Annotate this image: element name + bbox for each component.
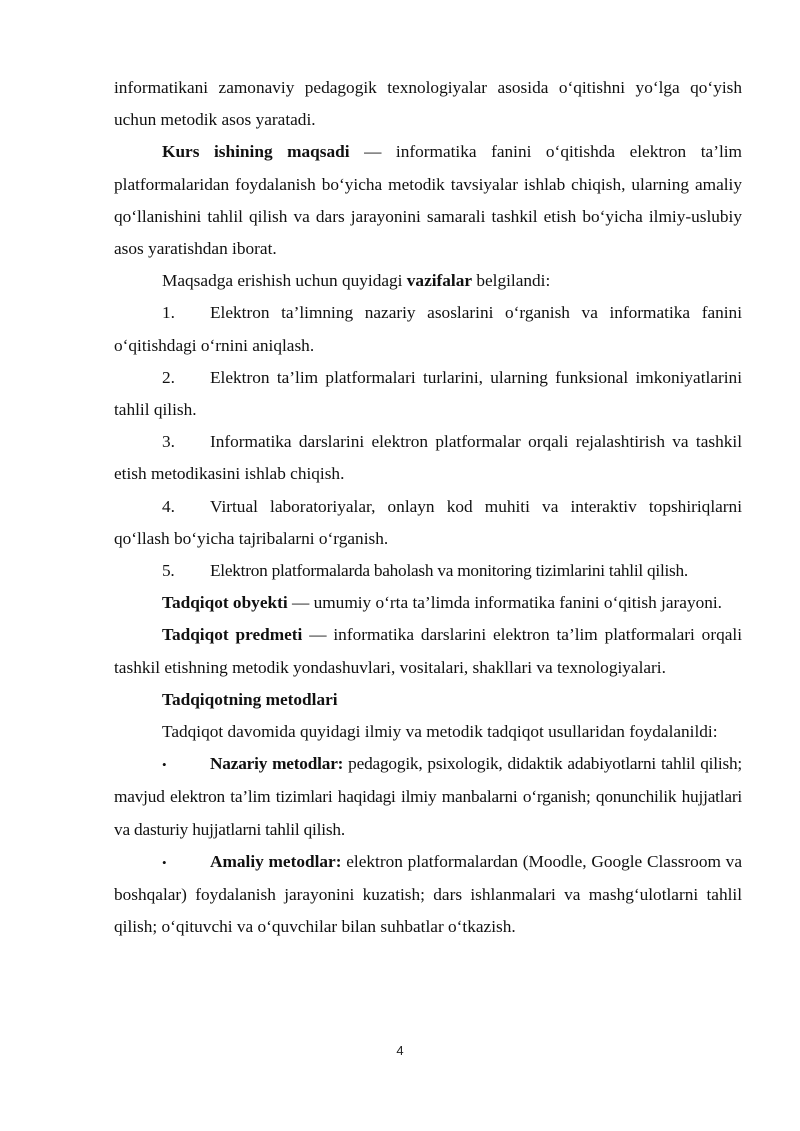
task-number: 2.	[162, 367, 175, 387]
method-label: Nazariy metodlar:	[210, 754, 344, 774]
tasks-intro-bold: vazifalar	[406, 271, 473, 291]
bullet-icon: •	[162, 854, 167, 870]
paragraph-methods-intro: Tadqiqot davomida quyidagi ilmiy va metodik tadqiqot usullaridan foydalanildi:	[162, 722, 718, 742]
method-item	[114, 846, 742, 944]
task-text: Virtual laboratoriyalar, onlayn kod muhiti va interaktiv topshiriqlarni qo‘llash bo‘yicha tajribalarni o‘rganish.	[114, 496, 742, 548]
task-number: 4.	[162, 496, 175, 516]
tasks-intro-before: Maqsadga erishish uchun quyidagi	[162, 271, 407, 291]
goal-label: Kurs ishining maqsadi	[162, 142, 350, 162]
method-text: pedagogik, psixologik, didaktik adabiyotlarni tahlil qilish; mavjud elektron ta’lim tizimlari haqidagi ilmiy manbalarni o‘rganish; qonunchilik hujjatlari va dasturiy hujjatlarni tahlil qilish.	[114, 754, 743, 839]
page-body	[114, 72, 742, 943]
paragraph-goal	[114, 136, 742, 265]
object-label: Tadqiqot obyekti	[162, 593, 288, 613]
methods-heading: Tadqiqotning metodlari	[162, 689, 338, 709]
task-number: 5.	[162, 561, 175, 581]
task-text: Elektron platformalarda baholash va monitoring tizimlarini tahlil qilish.	[210, 561, 688, 581]
paragraph-tasks-intro	[114, 265, 742, 297]
object-text: — umumiy o‘rta ta’limda informatika fanini o‘qitish jarayoni.	[287, 593, 722, 613]
paragraph-continuation: informatikani zamonaviy pedagogik texnologiyalar asosida o‘qitishni yo‘lga qo‘yish uchun metodik asos yaratadi.	[114, 78, 742, 130]
goal-text: — informatika fanini o‘qitishda elektron ta’lim platformalaridan foydalanish bo‘yicha metodik tavsiyalar ishlab chiqish, ularning amaliy qo‘llanishini tahlil qilish va dars jarayonini samarali tashkil etish bo‘yicha ilmiy-uslubiy asos yaratishdan iborat.	[114, 142, 743, 259]
method-label: Amaliy metodlar:	[210, 851, 342, 871]
task-item	[114, 362, 742, 426]
paragraph-subject	[114, 619, 742, 683]
subject-text: — informatika darslarini elektron ta’lim platformalari orqali tashkil etishning metodik yondashuvlari, vositalari, shakllari va texnologiyalari.	[114, 625, 742, 677]
task-text: Elektron ta’limning nazariy asoslarini o‘rganish va informatika fanini o‘qitishdagi o‘rnini aniqlash.	[114, 303, 742, 355]
method-item	[114, 748, 742, 846]
task-item	[114, 426, 742, 490]
task-text: Elektron ta’lim platformalari turlarini, ularning funksional imkoniyatlarini tahlil qilish.	[114, 367, 742, 420]
paragraph-object	[114, 587, 742, 619]
tasks-intro-after: belgilandi:	[472, 271, 551, 291]
bullet-icon: •	[162, 757, 167, 773]
subject-label: Tadqiqot predmeti	[162, 625, 303, 645]
task-item	[114, 491, 742, 555]
method-text: elektron platformalardan (Moodle, Google Classroom va boshqalar) foydalanish jarayonini kuzatish; dars ishlanmalari va mashg‘ulotlarni tahlil qilish; o‘qituvchi va o‘quvchilar bilan suhbatlar o‘tkazish.	[114, 851, 742, 937]
task-number: 1.	[162, 303, 175, 323]
task-item	[114, 297, 742, 361]
task-number: 3.	[162, 432, 175, 452]
task-item	[114, 555, 742, 587]
page-number: 4	[396, 1043, 404, 1058]
task-text: Informatika darslarini elektron platformalar orqali rejalashtirish va tashkil etish metodikasini ishlab chiqish.	[114, 432, 742, 484]
